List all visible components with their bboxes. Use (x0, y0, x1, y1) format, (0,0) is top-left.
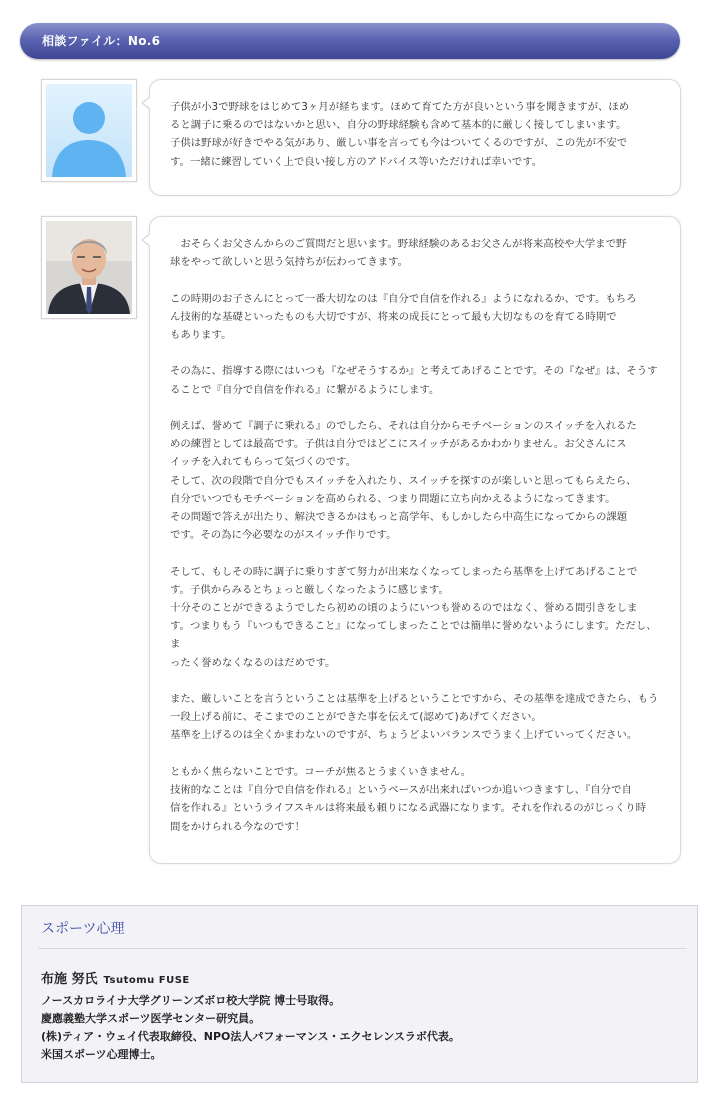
advisor-bio (41, 992, 460, 1064)
advisor-photo (46, 221, 132, 314)
advisor-name-jp: 布施 努氏 (41, 972, 98, 987)
question-text: 子供が小3で野球をはじめて3ヶ月が経ちます。ほめて育てた方が良いという事を聞きますが、ほめ ると調子に乗るのではないかと思い、自分の野球経験も含めて基本的に厳しく接してしまいます。 子供は野球が好きでやる気があり、厳しい事を言っても今はついてくるのですが、この先が不安で す。一緒に練習していく上で良い接し方のアドバイス等いただければ幸いです。 (170, 101, 630, 168)
bio-line: 慶應義塾大学スポーツ医学センター研究員。 (41, 1012, 261, 1025)
advisor-profile (21, 905, 698, 1083)
profile-category-title: スポーツ心理 (41, 921, 125, 937)
header-title: 相談ファイル：No.6 (42, 34, 161, 48)
user-silhouette-icon (46, 84, 132, 177)
answer-avatar (41, 216, 137, 319)
advisor-name (41, 968, 190, 987)
bio-line: 米国スポーツ心理博士。 (41, 1048, 162, 1061)
answer-bubble (149, 216, 681, 864)
advisor-name-en: Tsutomu FUSE (103, 975, 190, 986)
answer-text: おそらくお父さんからのご質問だと思います。野球経験のあるお父さんが将来高校や大学まで野 球をやって欲しいと思う気持ちが伝わってきます。 この時期のお子さんにとって一番大切なのは『自分で自信を作れる』ようになれるか、です。もちろ ん技術的な基礎といったものも大切ですが、将来の成長にとって最も大切なものを育てる時期で もあります。 その為に、指導する際にはいつも『なぜそうするか』と考えてあげることです。その『なぜ』は、そうす ることで『自分で自信を作れる』に繋がるようにします。 例えば、誉めて『調子に乗れる』のでしたら、それは自分からモチベーションのスイッチを入れるた めの練習としては最高です。子供は自分ではどこにスイッチがあるかわかりません。お父さんにス イッチを入れてもらって気づくのです。 そして、次の段階で自分でもスイッチを入れたり、スイッチを探すのが楽しいと思ってもらえたら、 自分でいつでもモチベーションを高められる、つまり問題に立ち向かえるようになってきます。 その問題で答えが出たり、解決できるかはもっと高学年、もしかしたら中高生になってからの課題 です。その為に今必要なのがスイッチ作りです。 そして、もしその時に調子に乗りすぎて努力が出来なくなってしまったら基準を上げてあげることで す。子供からみるとちょっと厳しくなったように感じます。 十分そのことができるようでしたら初めの頃のようにいつも誉めるのではなく、誉める間引きをしま す。つまりもう『いつもできること』になってしまったことでは簡単に誉めないようにします。ただし、ま ったく誉めなくなるのはだめです。 また、厳しいことを言うということは基準を上げるということですから、その基準を達成できたら、もう 一段上げる前に、そこまでのことができた事を伝えて(認めて)あげてください。 基準を上げるのは全くかまわないのですが、ちょうどよいバランスでうまく上げていってください。 ともかく焦らないことです。コーチが焦るとうまくいきません。 技術的なことは『自分で自信を作れる』というベースが出来ればいつか追いつきますし、『自分で自 信を作れる』というライフスキルは将来最も頼りになる武器になります。それを作れるのがじっくり時 間をかけられる今なのです！ (170, 238, 659, 833)
bio-line: (株)ティア・ウェイ代表取締役、NPO法人パフォーマンス・エクセレンスラボ代表。 (41, 1030, 460, 1043)
bio-line: ノースカロライナ大学グリーンズボロ校大学院 博士号取得。 (41, 994, 341, 1007)
question-avatar (41, 79, 137, 182)
consultation-file-header (20, 23, 680, 59)
profile-divider (38, 948, 687, 949)
question-bubble (149, 79, 681, 196)
